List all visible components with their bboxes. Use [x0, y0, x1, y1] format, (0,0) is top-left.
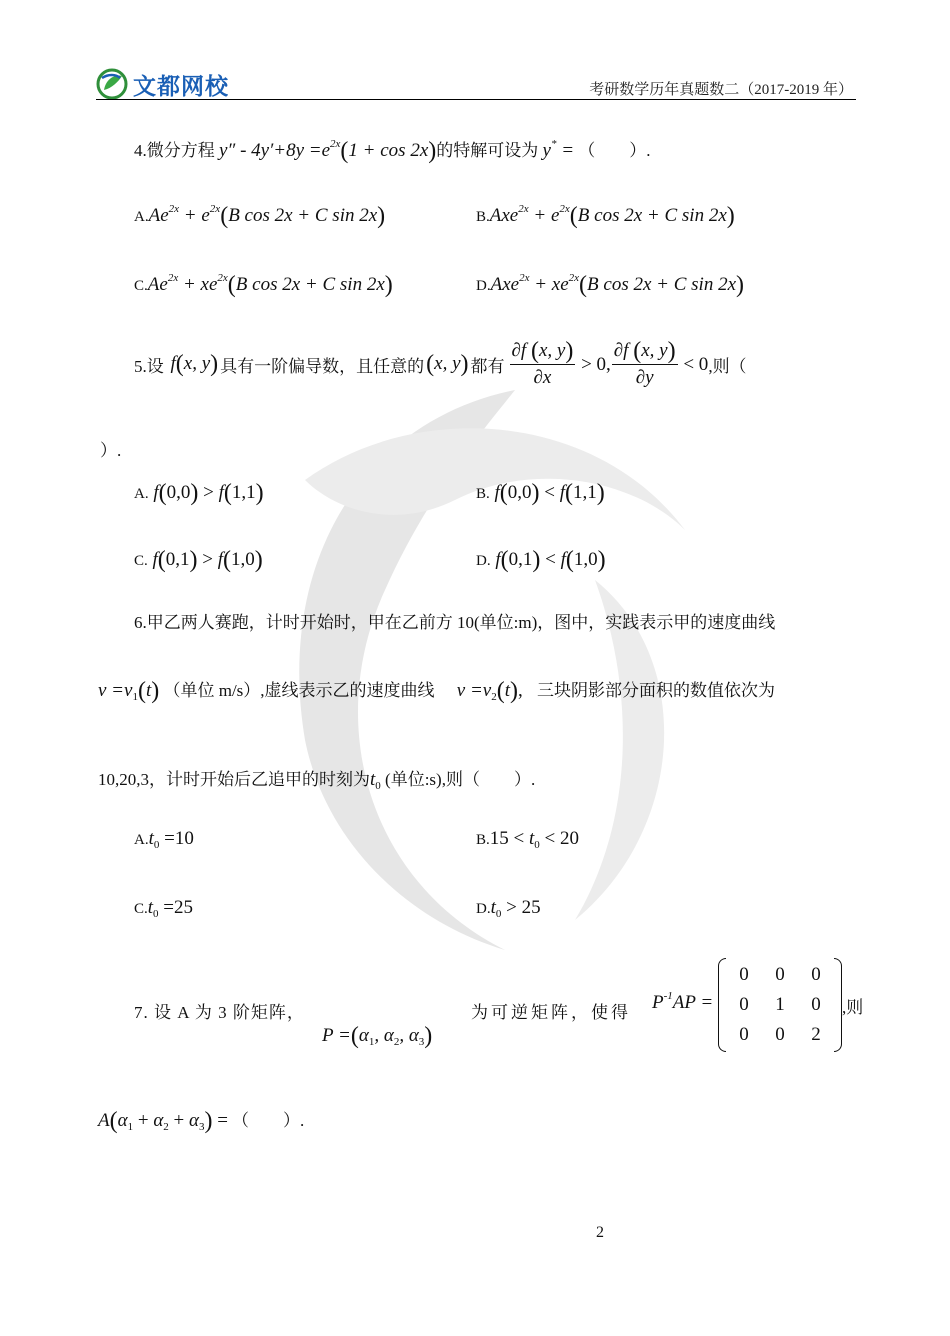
q7-equation: $P^{-1}AP$ =: [652, 990, 714, 1013]
q5-continuation: ）.: [100, 441, 122, 460]
q7-p-definition: $P =(\alpha_1$, $\alpha_2$, $\alpha_3$): [322, 1023, 433, 1049]
matrix-cell: 0: [811, 994, 821, 1015]
question-4-stem: [134, 136, 651, 165]
matrix-left-bracket: [718, 958, 726, 1052]
q4-option-c: $C.Ae^{2x} + xe^{2x}(B$ cos 2x + C sin 2x): [134, 272, 393, 298]
q5-option-b: B. f(0,0) < f(1,1): [476, 480, 605, 506]
matrix-cell: 0: [775, 964, 785, 985]
q5-option-d: D. f(0,1) < f(1,0): [476, 547, 606, 573]
q6-line-3: 10,20,3，计时开始后乙追甲的时刻为$t_0$ (单位:s),则（ ）.: [98, 769, 536, 792]
q6-option-a: $A.t_0 =10$: [134, 828, 194, 851]
q6-line-2: $v =v_1(t)$ （单位 m/s）,虚线表示乙的速度曲线 $v =v_2(t)$, 三块阴影部分面积的数值依次为: [98, 678, 775, 704]
q4-equation: $y'' - 4y'+8y =e^{2x}(1 + \cos 2x)$: [219, 138, 437, 164]
header-divider: [96, 99, 856, 100]
q6-option-c: $C.t_0 =25$: [134, 897, 194, 920]
q7-suffix: ,则: [842, 997, 864, 1017]
matrix-cell: 0: [739, 994, 749, 1015]
watermark-logo: [215, 360, 755, 960]
logo-text: 文都网校: [133, 72, 229, 99]
q4-option-b: $B.Axe^{2x} + e^{2x}(B$ cos 2x + C sin 2x): [476, 203, 735, 229]
q4-ystar: y* =: [542, 138, 575, 161]
matrix-cell: 0: [775, 1024, 785, 1045]
matrix-grid: [726, 960, 834, 1050]
q5-option-c: C. f(0,1) > f(1,0): [134, 547, 263, 573]
q7-matrix: [718, 958, 863, 1052]
q6-line-1: 6.甲乙两人赛跑，计时开始时，甲在乙前方 10(单位:m)，图中，实践表示甲的速度曲线: [134, 613, 776, 632]
q4-tail: （ ）.: [578, 141, 651, 160]
matrix-cell: 0: [811, 964, 821, 985]
q5-option-a: A. f(0,0) > f(1,1): [134, 480, 264, 506]
q7-prefix: 7. 设 A 为 3 阶矩阵，: [134, 1003, 305, 1022]
q4-option-a: $A.Ae^{2x} + e^{2x}(B$ cos 2x + C sin 2x): [134, 203, 386, 229]
matrix-cell: 2: [811, 1024, 821, 1045]
matrix-cell: 0: [739, 964, 749, 985]
question-5-stem: 5.设 f(x, y) 具有一阶偏导数，且任意的 (x, y) 都有 $\frac{\partial f (x, y)}{\partial x}$ > 0, $\frac{\partial f (x, y)}{\partial y}$ < 0 ,则（: [134, 338, 747, 388]
leaf-logo-icon: [96, 68, 128, 100]
q6-option-b: $B.15 < t_0 < 20$: [476, 828, 579, 851]
q4-prefix: 4.微分方程: [134, 141, 215, 160]
matrix-cell: 0: [739, 1024, 749, 1045]
q4-option-d: $D.Axe^{2x} + xe^{2x}(B$ cos 2x + C sin 2x): [476, 272, 745, 298]
header-title: 考研数学历年真题数二（2017-2019 年）: [589, 82, 853, 98]
q7-line-2: $A(\alpha_1 + \alpha_2 + \alpha_3)$ = （ ）.: [98, 1108, 305, 1134]
matrix-cell: 1: [775, 994, 785, 1015]
q6-option-d: $D.t_0 > 25$: [476, 897, 541, 920]
logo: [96, 66, 229, 102]
q4-suffix: 的特解可设为: [436, 141, 539, 160]
matrix-right-bracket: [834, 958, 842, 1052]
q7-mid: 为可逆矩阵，使得: [471, 1003, 631, 1022]
page-number: 2: [596, 1224, 604, 1241]
